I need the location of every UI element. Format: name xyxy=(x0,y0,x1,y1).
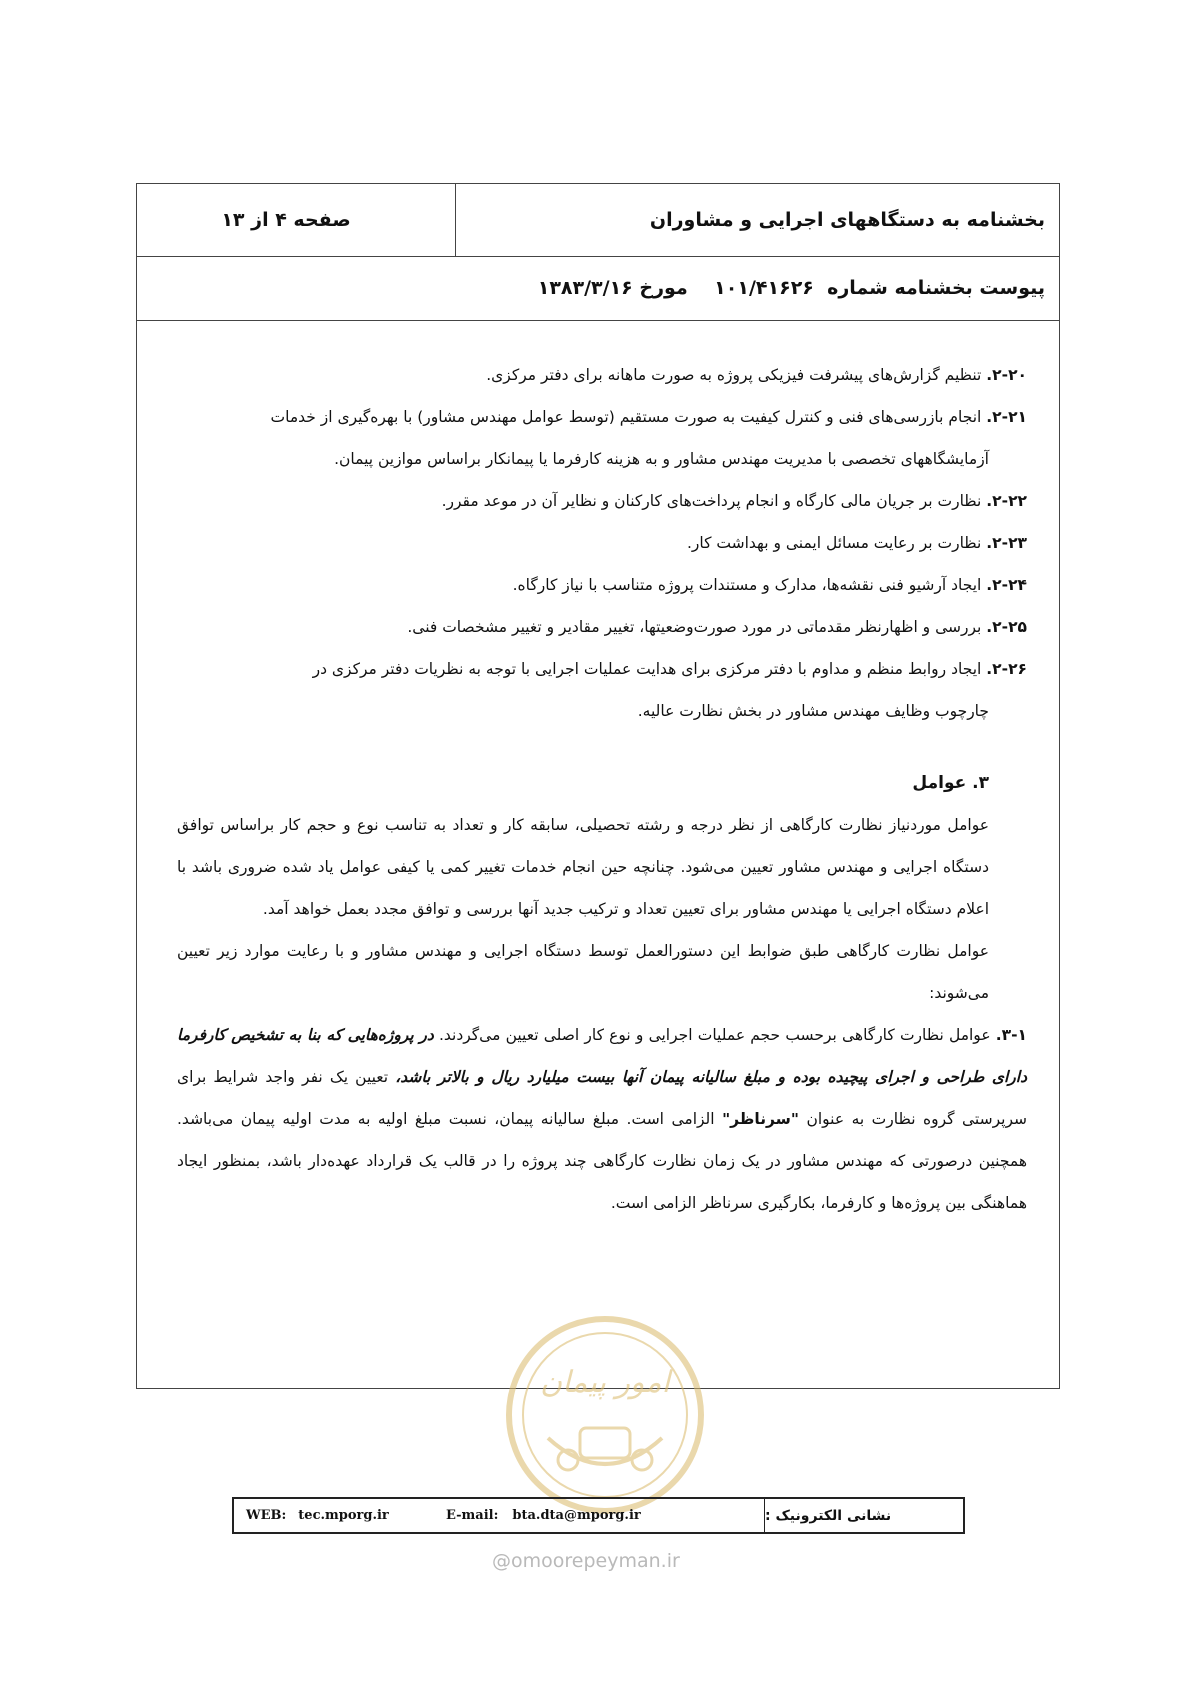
item-text: نظارت بر جریان مالی کارگاه و انجام پرداخت‌های کارکنان و نظایر آن در موعد مقرر. xyxy=(441,492,982,510)
watermark-seal-text: امور پیمان xyxy=(540,1365,670,1400)
circular-title: بخشنامه به دستگاههای اجرایی و مشاوران xyxy=(455,184,1059,256)
item-text: بررسی و اظهارنظر مقدماتی در مورد صورت‌وضعیتها، تغییر مقادیر و تغییر مشخصات فنی. xyxy=(407,618,982,636)
item-number: ۲-۲۵. xyxy=(986,618,1027,636)
section-3-paragraph-2: عوامل نظارت کارگاهی طبق ضوابط این دستورالعمل توسط دستگاه اجرایی و مهندس مشاور و با رعایت موارد زیر تعیین می‌شوند: xyxy=(177,942,989,1002)
item-text: انجام بازرسی‌های فنی و کنترل کیفیت به صورت مستقیم (توسط عوامل مهندس مشاور) با بهره‌گیری از خدمات xyxy=(270,408,982,426)
electronic-address-label: نشانی الکترونیک : xyxy=(764,1499,963,1532)
list-item xyxy=(177,396,1027,438)
item-text: ایجاد روابط منظم و مداوم با دفتر مرکزی برای هدایت عملیات اجرایی با توجه به نظریات دفتر مرکزی در xyxy=(312,660,982,678)
list-item xyxy=(177,606,1027,648)
web-link[interactable]: tec.mporg.ir xyxy=(298,1508,389,1523)
duty-list xyxy=(177,354,1027,732)
item-text: ایجاد آرشیو فنی نقشه‌ها، مدارک و مستندات پروژه متناسب با نیاز کارگاه. xyxy=(512,576,982,594)
item-number: ۲-۲۳. xyxy=(986,534,1027,552)
item-number: ۲-۲۶. xyxy=(986,660,1027,678)
list-item xyxy=(177,690,1027,732)
item-number: ۲-۲۰. xyxy=(986,366,1027,384)
section-3-paragraph-1: عوامل موردنیاز نظارت کارگاهی از نظر درجه و رشته تحصیلی، سابقه کار و تعداد به تناسب نوع و حجم کار براساس توافق دستگاه اجرایی و مهندس مشاور تعیین می‌شود. چنانچه حین انجام خدمات تغییر کمی یا کیفی عوامل یاد شده ضروری باشد با اعلام دستگاه اجرایی یا مهندس مشاور برای تعیین تعداد و ترکیب جدید آنها بررسی و توافق مجدد بعمل خواهد آمد. xyxy=(177,816,989,918)
at-icon: @ xyxy=(492,1550,511,1572)
document-frame xyxy=(136,183,1060,1389)
list-item xyxy=(177,354,1027,396)
list-item xyxy=(177,564,1027,606)
header-row xyxy=(137,184,1059,257)
item-emphasis: در پروژه‌هایی که بنا به تشخیص کارفرما دارای طراحی و اجرای پیچیده بوده و مبلغ سالیانه پیمان آنها بیست میلیارد ریال و بالاتر باشد، xyxy=(177,1026,1027,1086)
list-item xyxy=(177,648,1027,690)
watermark-seal-logo xyxy=(500,1310,710,1520)
list-item xyxy=(177,438,1027,480)
footer-web xyxy=(234,1499,446,1532)
page-number: صفحه ۴ از ۱۳ xyxy=(221,209,351,231)
item-number: ۲-۲۲. xyxy=(986,492,1027,510)
item-number: ۲-۲۱. xyxy=(986,408,1027,426)
item-text: آزمایشگاههای تخصصی با مدیریت مهندس مشاور و به هزینه کارفرما یا پیمانکار براساس موازین پیمان. xyxy=(334,450,989,468)
item-text: چارچوب وظایف مهندس مشاور در بخش نظارت عالیه. xyxy=(637,702,989,720)
item-text: عوامل نظارت کارگاهی برحسب حجم عملیات اجرایی و نوع کار اصلی تعیین می‌گردند. xyxy=(438,1026,991,1044)
item-text: الزامی است. مبلغ سالیانه پیمان، نسبت مبلغ اولیه به مدت اولیه پیمان می‌باشد. همچنین درصورتی که مهندس مشاور در یک زمان نظارت کارگاهی چند پروژه را در قالب یک قرارداد عهده‌دار باشد، بمنظور ایجاد هماهنگی بین پروژه‌ها و کارفرما، بکارگیری سرناظر الزامی است. xyxy=(177,1110,1027,1212)
circular-reference: پیوست بخشنامه شماره ۱۰۱/۴۱۶۲۶ مورخ ۱۳۸۳/۳/۱۶ xyxy=(137,256,1059,321)
item-text: تنظیم گزارش‌های پیشرفت فیزیکی پروژه به صورت ماهانه برای دفتر مرکزی. xyxy=(486,366,982,384)
footer-contact-box xyxy=(232,1497,965,1534)
item-quoted-term: "سرناظر" xyxy=(722,1110,799,1128)
item-number: ۲-۲۴. xyxy=(986,576,1027,594)
email-label: E-mail: xyxy=(446,1508,499,1523)
list-item xyxy=(177,522,1027,564)
item-text: تعیین یک نفر واجد شرایط برای سرپرستی گروه نظارت به عنوان xyxy=(177,1068,1027,1128)
item-text: نظارت بر رعایت مسائل ایمنی و بهداشت کار. xyxy=(686,534,982,552)
document-body xyxy=(177,354,1027,1224)
item-number: ۳-۱. xyxy=(995,1026,1028,1044)
section-3-title: ۳. عوامل xyxy=(912,773,989,793)
footer-email xyxy=(446,1499,764,1532)
web-label: WEB: xyxy=(246,1508,287,1523)
email-link[interactable]: bta.dta@mporg.ir xyxy=(512,1508,641,1523)
section-3-item-1 xyxy=(177,1014,1027,1224)
watermark-site: @omoorepeyman.ir xyxy=(492,1550,680,1572)
list-item xyxy=(177,480,1027,522)
